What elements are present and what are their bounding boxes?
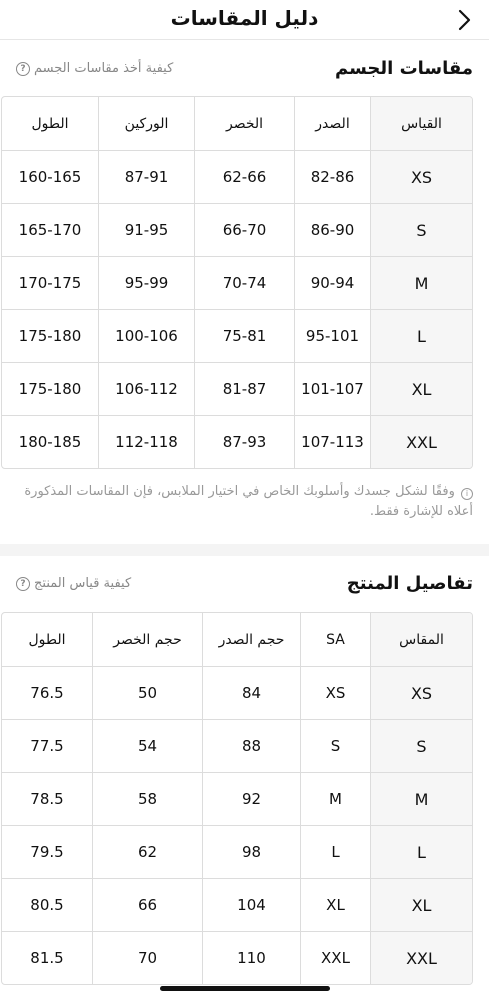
table-row: [2, 256, 472, 309]
how-to-measure-body-label: كيفية أخذ مقاسات الجسم: [34, 61, 174, 76]
table-cell: 86-90: [294, 204, 370, 256]
table-cell: 70-74: [194, 257, 294, 309]
table-cell: 107-113: [294, 416, 370, 468]
table-cell: 77.5: [30, 737, 64, 755]
table-cell: S: [300, 720, 370, 772]
back-button[interactable]: [453, 7, 475, 33]
table-cell: 58: [92, 773, 202, 825]
column-header: الصدر: [294, 97, 370, 150]
table-cell: XL: [300, 879, 370, 931]
column-header: حجم الخصر: [92, 613, 202, 666]
product-details-header: [0, 571, 489, 601]
table-cell: 62-66: [194, 151, 294, 203]
column-header: SA: [300, 613, 370, 666]
table-row: [2, 150, 472, 203]
body-measurements-title: مقاسات الجسم: [334, 58, 473, 79]
size-label-cell: XL: [370, 363, 472, 415]
table-cell: 88: [202, 720, 300, 772]
table-cell: 175-180: [18, 380, 82, 398]
body-measurements-header: [0, 56, 489, 86]
table-cell: 79.5: [30, 843, 64, 861]
table-cell: L: [300, 826, 370, 878]
table-cell: 180-185: [18, 433, 82, 451]
home-indicator: [160, 986, 330, 991]
how-to-measure-product-label: كيفية قياس المنتج: [34, 576, 132, 591]
how-to-measure-product-link[interactable]: [16, 576, 131, 591]
body-measurements-table: [1, 96, 473, 469]
table-cell: 76.5: [30, 684, 64, 702]
table-cell: 50: [92, 667, 202, 719]
table-cell: 98: [202, 826, 300, 878]
table-cell: 78.5: [30, 790, 64, 808]
table-row: [2, 666, 472, 719]
info-icon: i: [461, 488, 473, 500]
column-header: الطول: [31, 115, 69, 132]
table-cell: 81.5: [30, 949, 64, 967]
page-title: دليل المقاسات: [170, 6, 319, 30]
size-label-cell: XL: [370, 879, 472, 931]
chevron-right-icon: [457, 9, 471, 31]
size-label-cell: S: [370, 720, 472, 772]
size-disclaimer: [16, 482, 473, 522]
how-to-measure-body-link[interactable]: [16, 61, 173, 76]
table-cell: 175-180: [18, 327, 82, 345]
column-header: الوركين: [98, 97, 194, 150]
size-label-cell: XS: [370, 151, 472, 203]
size-label-cell: XXL: [370, 416, 472, 468]
table-row: [2, 719, 472, 772]
size-label-cell: XXL: [370, 932, 472, 984]
product-details-title: تفاصيل المنتج: [346, 573, 473, 594]
top-bar: [0, 0, 489, 40]
table-header-row: [2, 613, 472, 666]
size-label-cell: L: [370, 826, 472, 878]
size-disclaimer-text: وفقًا لشكل جسدك وأسلوبك الخاص في اختيار الملابس، فإن المقاسات المذكورة أعلاه للإشارة فقط.: [24, 484, 473, 519]
table-row: [2, 772, 472, 825]
size-label-cell: XS: [370, 667, 472, 719]
table-cell: 70: [92, 932, 202, 984]
size-label-cell: S: [370, 204, 472, 256]
table-cell: 95-99: [98, 257, 194, 309]
table-cell: 112-118: [98, 416, 194, 468]
table-cell: 66: [92, 879, 202, 931]
product-details-table: [1, 612, 473, 985]
table-cell: 80.5: [30, 896, 64, 914]
table-row: [2, 825, 472, 878]
table-cell: 75-81: [194, 310, 294, 362]
column-header: القياس: [370, 97, 472, 150]
table-cell: 95-101: [294, 310, 370, 362]
table-cell: 165-170: [18, 221, 82, 239]
table-cell: 81-87: [194, 363, 294, 415]
table-row: [2, 203, 472, 256]
table-cell: 54: [92, 720, 202, 772]
table-cell: 66-70: [194, 204, 294, 256]
table-cell: 82-86: [294, 151, 370, 203]
table-cell: 62: [92, 826, 202, 878]
section-divider: [0, 544, 489, 556]
table-cell: 87-93: [194, 416, 294, 468]
column-header: الخصر: [194, 97, 294, 150]
table-cell: XXL: [300, 932, 370, 984]
table-cell: 110: [202, 932, 300, 984]
table-cell: 101-107: [294, 363, 370, 415]
table-cell: M: [300, 773, 370, 825]
size-label-cell: M: [370, 257, 472, 309]
column-header: الطول: [28, 631, 66, 648]
table-row: [2, 362, 472, 415]
column-header: حجم الصدر: [202, 613, 300, 666]
table-cell: 104: [202, 879, 300, 931]
table-cell: 100-106: [98, 310, 194, 362]
table-cell: 91-95: [98, 204, 194, 256]
table-cell: 90-94: [294, 257, 370, 309]
table-cell: 84: [202, 667, 300, 719]
question-icon: ?: [16, 62, 30, 76]
table-row: [2, 931, 472, 984]
table-row: [2, 415, 472, 468]
table-cell: 106-112: [98, 363, 194, 415]
table-cell: 92: [202, 773, 300, 825]
table-cell: 170-175: [18, 274, 82, 292]
size-label-cell: L: [370, 310, 472, 362]
question-icon: ?: [16, 577, 30, 591]
size-label-cell: M: [370, 773, 472, 825]
table-cell: 87-91: [98, 151, 194, 203]
table-header-row: [2, 97, 472, 150]
column-header: المقاس: [370, 613, 472, 666]
table-row: [2, 878, 472, 931]
table-cell: XS: [300, 667, 370, 719]
table-cell: 160-165: [18, 168, 82, 186]
table-row: [2, 309, 472, 362]
